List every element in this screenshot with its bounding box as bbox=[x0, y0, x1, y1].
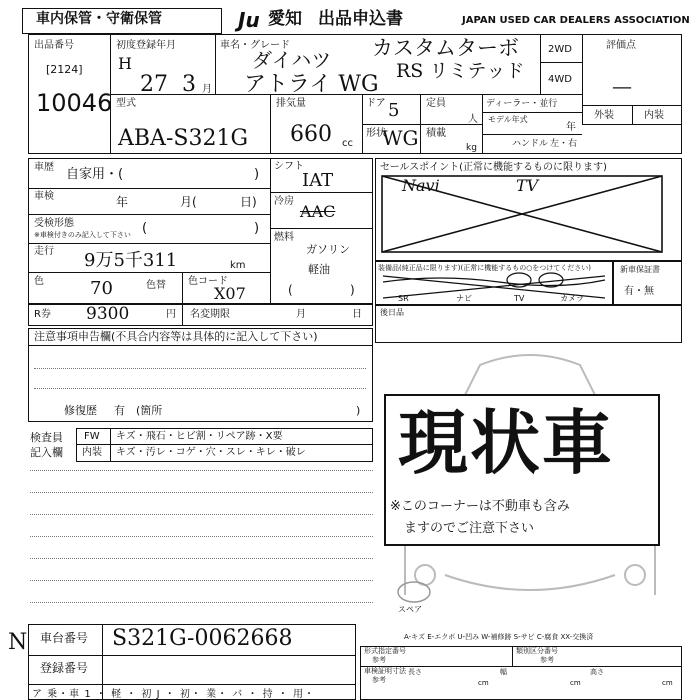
handle-options: 左・右 bbox=[550, 139, 578, 149]
later-items-label: 後日品 bbox=[380, 308, 404, 317]
lot-number: 10046 bbox=[36, 89, 113, 117]
spare-tire-icon bbox=[394, 578, 434, 606]
inspector-fw-label: FW bbox=[84, 431, 100, 442]
rating-value: — bbox=[612, 74, 632, 98]
displacement-label: 排気量 bbox=[276, 98, 306, 109]
rating-label: 評価点 bbox=[606, 40, 636, 51]
recycle-value: 9300 bbox=[86, 304, 130, 324]
ju-logo bbox=[238, 8, 260, 32]
model-year-unit: 年 bbox=[566, 122, 576, 133]
bottom-row-items: ア 乗・車 1 ・ 軽 ・ 初 J ・ 初・ 業・ バ ・ 持 ・ 用・ bbox=[32, 689, 315, 700]
doors-value: 5 bbox=[388, 100, 400, 121]
spare-label: スペア bbox=[398, 605, 422, 614]
registration-month: 3 bbox=[182, 72, 196, 97]
later-items-box bbox=[375, 305, 682, 343]
registration-label: 初度登録年月 bbox=[116, 40, 176, 51]
repair-close: ) bbox=[356, 404, 361, 417]
registration-era: H bbox=[118, 54, 132, 73]
inspector-fw-items: キズ・飛石・ヒビ割・リペア跡・X要 bbox=[116, 431, 283, 442]
registration-month-unit: 月 bbox=[202, 84, 212, 95]
car-model: アトライ WG bbox=[244, 72, 379, 97]
received-label: 受検形態 bbox=[34, 218, 74, 229]
form-title: 出品申込書 bbox=[318, 9, 403, 29]
rating-interior: 内装 bbox=[644, 110, 664, 121]
ju-logo-mark: Ju bbox=[238, 8, 260, 32]
inspector-label-2: 記入欄 bbox=[30, 446, 63, 459]
drive-4wd: 4WD bbox=[548, 74, 572, 85]
history-close: ) bbox=[254, 167, 260, 182]
model-spec-ref: 参考 bbox=[372, 656, 386, 664]
name-change-day: 日 bbox=[352, 309, 362, 320]
warranty-label: 新車保証書 bbox=[620, 265, 660, 274]
equipment-label: 装備品(純正品に限ります)(正常に機能するもの○をつけてください) bbox=[378, 264, 592, 272]
displacement-value: 660 bbox=[290, 122, 332, 147]
inspection-label: 車検 bbox=[34, 191, 54, 202]
cert-ref: 参考 bbox=[372, 676, 386, 684]
corner-mark: N bbox=[8, 630, 28, 655]
chassis-value: S321G-0062668 bbox=[112, 626, 293, 651]
fuel-open: ( bbox=[288, 283, 293, 297]
fuel-close: ) bbox=[350, 283, 355, 297]
mileage-value: 9万5千311 bbox=[84, 250, 178, 271]
car-grade-1: カスタムターボ bbox=[372, 36, 519, 60]
fuel-gasoline: ガソリン bbox=[306, 243, 350, 256]
chassis-label: 車台番号 bbox=[40, 631, 89, 645]
mileage-label: 走行 bbox=[34, 246, 54, 257]
length-label: 長さ bbox=[408, 668, 422, 676]
equipment-item-sr: SR bbox=[398, 294, 409, 303]
registration-year: 27 bbox=[140, 72, 168, 97]
selling-points-label: セールスポイント(正常に機能するものに限ります) bbox=[380, 162, 607, 173]
mileage-unit: km bbox=[230, 260, 246, 271]
name-change-label: 名変期限 bbox=[190, 309, 230, 320]
history-label: 車歴 bbox=[34, 162, 54, 173]
color-label: 色 bbox=[34, 276, 44, 287]
shift-value: IAT bbox=[302, 170, 334, 191]
damage-legend: A-キズ E-エクボ U-凹み W-補修跡 S-サビ C-腐食 XX-交換済 bbox=[404, 633, 594, 641]
recycle-label: R券 bbox=[34, 309, 51, 320]
shape-label: 形状 bbox=[366, 128, 386, 139]
car-maker: ダイハツ bbox=[252, 48, 332, 72]
height-unit: cm bbox=[662, 679, 673, 687]
lot-code: [2124] bbox=[46, 63, 83, 76]
received-note: ※車検付きのみ記入して下さい bbox=[34, 231, 131, 239]
association-name: JAPAN USED CAR DEALERS ASSOCIATION bbox=[462, 15, 690, 26]
load-label: 積載 bbox=[426, 128, 446, 139]
received-close: ) bbox=[254, 221, 260, 236]
stamp-note-2: ますのでご注意下さい bbox=[404, 521, 535, 536]
recycle-unit: 円 bbox=[166, 309, 176, 320]
equipment-item-camera: カメラ bbox=[560, 294, 584, 303]
shape-value: WG bbox=[382, 126, 419, 150]
ac-label: 冷房 bbox=[274, 196, 294, 207]
color-code-label: 色コード bbox=[188, 276, 228, 287]
repair-label: 修復歴 bbox=[64, 404, 97, 417]
color-code-value: X07 bbox=[214, 284, 246, 303]
color-value: 70 bbox=[90, 278, 113, 299]
logo-region: 愛知 bbox=[268, 9, 302, 29]
capacity-unit: 人 bbox=[468, 114, 478, 125]
stamp-title: 現状車 bbox=[398, 401, 614, 484]
stamp-note-1: ※このコーナーは不動車も含み bbox=[390, 499, 570, 514]
rating-exterior: 外装 bbox=[594, 110, 614, 121]
handle-label: ハンドル bbox=[512, 139, 549, 149]
repair-value: 有 bbox=[114, 404, 125, 417]
fuel-label: 燃料 bbox=[274, 232, 294, 243]
model-code-label: 型式 bbox=[116, 98, 136, 109]
drive-2wd: 2WD bbox=[548, 44, 572, 55]
car-grade-2: RS リミテッド bbox=[396, 60, 525, 82]
plate-label: 登録番号 bbox=[40, 661, 89, 675]
width-unit: cm bbox=[570, 679, 581, 687]
storage-label: 車内保管・守衛保管 bbox=[36, 11, 162, 27]
model-year-label: モデル年式 bbox=[488, 115, 528, 124]
category-label: 類別区分番号 bbox=[516, 647, 558, 655]
received-open: ( bbox=[142, 221, 148, 236]
warranty-value: 有・無 bbox=[624, 286, 654, 297]
inspection-day: 日) bbox=[240, 195, 257, 209]
selling-point-2: TV bbox=[516, 176, 539, 195]
selling-point-1: Navi bbox=[402, 176, 440, 195]
history-value: 自家用・( bbox=[66, 167, 124, 182]
name-change-month: 月 bbox=[296, 309, 306, 320]
ac-value: AAC bbox=[300, 202, 336, 221]
shift-label: シフト bbox=[274, 161, 304, 172]
cert-label: 車検証明寸法 bbox=[364, 667, 406, 675]
car-name-label: 車名・グレード bbox=[220, 40, 290, 51]
displacement-unit: cc bbox=[342, 138, 353, 149]
dealer-label: ディーラー・並行 bbox=[486, 99, 558, 109]
category-ref: 参考 bbox=[540, 656, 554, 664]
repair-parts: (箇所 bbox=[136, 404, 163, 417]
height-label: 高さ bbox=[590, 668, 604, 676]
inspection-month: 月( bbox=[180, 195, 197, 209]
model-code-value: ABA-S321G bbox=[118, 126, 249, 151]
length-unit: cm bbox=[478, 679, 489, 687]
equipment-item-navi: ナビ bbox=[456, 294, 472, 303]
inspection-year: 年 bbox=[116, 195, 129, 209]
width-label: 幅 bbox=[500, 668, 507, 676]
lot-label: 出品番号 bbox=[34, 40, 74, 51]
equipment-item-tv: TV bbox=[514, 294, 525, 303]
load-unit: kg bbox=[466, 143, 477, 153]
notes-label: 注意事項申告欄(不具合内容等は具体的に記入して下さい) bbox=[34, 330, 318, 343]
fuel-light-oil: 軽油 bbox=[308, 263, 330, 276]
doors-label: ドア bbox=[366, 98, 386, 109]
model-spec-label: 形式指定番号 bbox=[364, 647, 406, 655]
capacity-label: 定員 bbox=[426, 98, 446, 109]
inspector-in-label: 内装 bbox=[82, 447, 102, 458]
inspector-in-items: キズ・汚レ・コゲ・穴・スレ・キレ・破レ bbox=[116, 447, 306, 458]
inspector-label-1: 検査員 bbox=[30, 431, 63, 444]
color-repaint-label: 色替 bbox=[146, 280, 166, 291]
